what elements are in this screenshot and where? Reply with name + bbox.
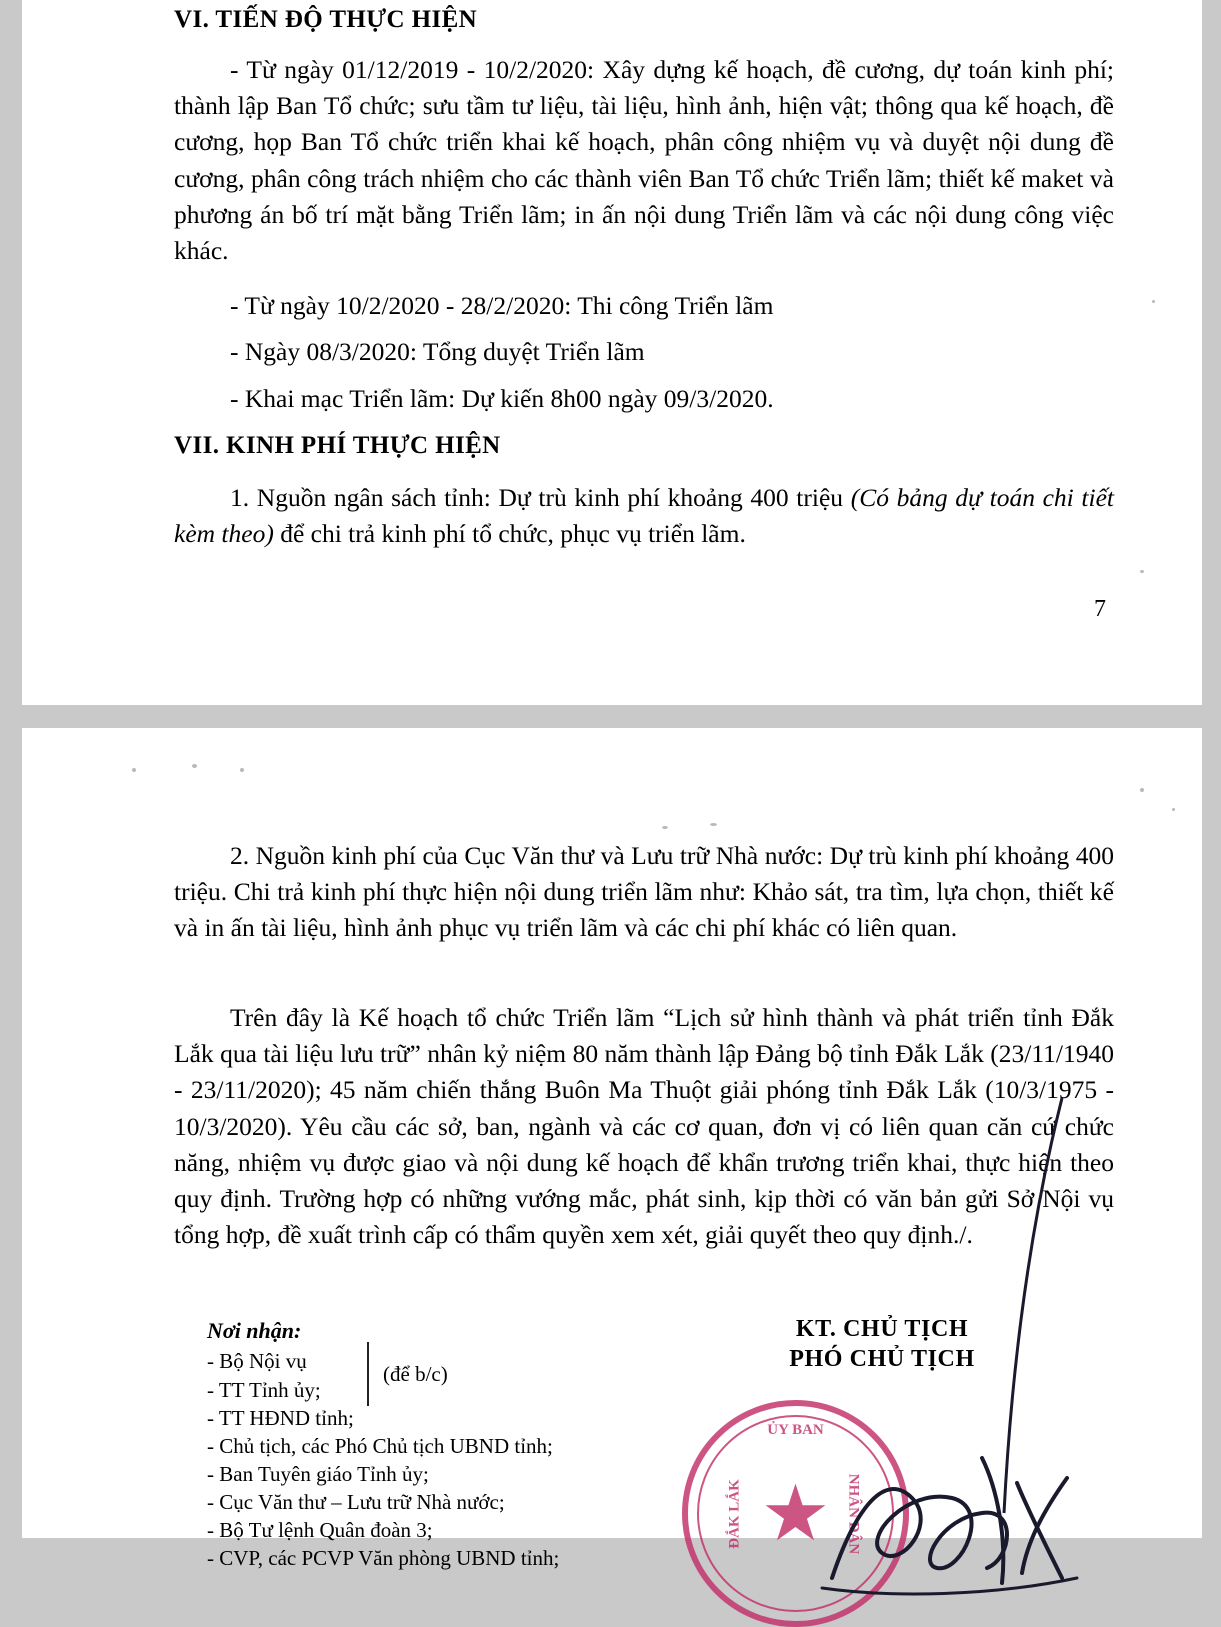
list-item: - Cục Văn thư – Lưu trữ Nhà nước; bbox=[207, 1490, 505, 1515]
paragraph-timeline-1: - Từ ngày 01/12/2019 - 10/2/2020: Xây dựng kế hoạch, đề cương, dự toán kinh phí; thành lập Ban Tổ chức; sưu tầm tư liệu, tài liệu, hình ảnh, hiện vật; thông qua kế hoạch, đề cương, họp Ban Tổ chức triển khai kế hoạch, phân công nhiệm vụ và duyệt nội dung đề cương, phân công trách nhiệm cho các thành viên Ban Tổ chức Triển lãm; thiết kế maket và phương án bố trí mặt bằng Triển lãm; in ấn nội dung Triển lãm và các nội dung công việc khác. bbox=[174, 55, 1114, 266]
recipients-title: Nơi nhận: bbox=[207, 1318, 302, 1343]
seal-text-left: ĐẮK LẮK bbox=[726, 1478, 743, 1549]
document-page-8 bbox=[22, 728, 1202, 1571]
scan-speck bbox=[1172, 808, 1175, 811]
scan-speck bbox=[1152, 300, 1155, 303]
section-heading-vi: VI. TIẾN ĐỘ THỰC HIỆN bbox=[174, 6, 478, 33]
signature-block bbox=[722, 1314, 1042, 1374]
signature-title-line-2: PHÓ CHỦ TỊCH bbox=[789, 1346, 975, 1372]
budget-text-part1: 1. Nguồn ngân sách tỉnh: Dự trù kinh phí khoảng 400 triệu bbox=[230, 483, 851, 512]
list-item: - Bộ Tư lệnh Quân đoàn 3; bbox=[207, 1518, 433, 1543]
paragraph-budget-2: 2. Nguồn kinh phí của Cục Văn thư và Lưu trữ Nhà nước: Dự trù kinh phí khoảng 400 triệu. Chi trả kinh phí thực hiện nội dung triển lãm như: Khảo sát, tra tìm, lựa chọn, thiết kế và in ấn tài liệu, hình ảnh phục vụ triển lãm và các chi phí khác có liên quan. bbox=[174, 841, 1114, 943]
budget-text-part2: để chi trả kinh phí tổ chức, phục vụ triển lãm. bbox=[273, 519, 746, 549]
seal-text-top: ỦY BAN bbox=[767, 1422, 824, 1438]
scan-speck bbox=[1140, 788, 1144, 792]
signature-title-line-1: KT. CHỦ TỊCH bbox=[795, 1316, 969, 1342]
star-emblem-icon: ★ bbox=[760, 1469, 831, 1557]
list-item: - Chủ tịch, các Phó Chủ tịch UBND tỉnh; bbox=[207, 1433, 553, 1458]
page-number: 7 bbox=[1094, 596, 1106, 622]
paragraph-timeline-3: - Ngày 08/3/2020: Tổng duyệt Triển lãm bbox=[230, 337, 645, 366]
scan-speck bbox=[132, 768, 136, 772]
paragraph-closing: Trên đây là Kế hoạch tổ chức Triển lãm “Lịch sử hình thành và phát triển tỉnh Đắk Lắk qua tài liệu lưu trữ” nhân kỷ niệm 80 năm thành lập Đảng bộ tỉnh Đắk Lắk (23/11/1940 - 23/11/2020); 45 năm chiến thắng Buôn Ma Thuột giải phóng tỉnh Đắk Lắk (10/3/1975 - 10/3/2020). Yêu cầu các sở, ban, ngành và các cơ quan, đơn vị có liên quan căn cứ chức năng, nhiệm vụ được giao và nội dung kế hoạch để khẩn trương triển khai, thực hiện theo quy định. Trường hợp có những vướng mắc, phát sinh, kịp thời có văn bản gửi Sở Nội vụ tổng hợp, đề xuất trình cấp có thẩm quyền xem xét, giải quyết theo quy định./. bbox=[174, 1003, 1114, 1250]
seal-text-right: NHÂN DÂN bbox=[845, 1473, 862, 1554]
recipients-block bbox=[207, 1316, 559, 1572]
paragraph-budget-1 bbox=[174, 480, 1114, 552]
scan-speck bbox=[662, 826, 668, 829]
list-item: - TT HĐND tỉnh; bbox=[207, 1405, 354, 1430]
list-item: - Bộ Nội vụ bbox=[207, 1349, 307, 1374]
seal-text bbox=[688, 1406, 903, 1621]
budget-text-italic: (Có bảng dự toán chi tiết kèm theo) bbox=[174, 483, 1115, 549]
page-7-content bbox=[22, 0, 1202, 705]
list-item: - CVP, các PCVP Văn phòng UBND tỉnh; bbox=[207, 1546, 560, 1571]
list-item: - TT Tỉnh ủy; bbox=[207, 1377, 321, 1402]
scan-speck bbox=[192, 764, 197, 768]
paragraph-timeline-4: - Khai mạc Triển lãm: Dự kiến 8h00 ngày 09/3/2020. bbox=[230, 384, 774, 413]
scan-speck bbox=[1140, 570, 1144, 573]
scan-speck bbox=[710, 823, 717, 826]
document-page-7 bbox=[22, 0, 1202, 705]
paragraph-timeline-2: - Từ ngày 10/2/2020 - 28/2/2020: Thi công Triển lãm bbox=[230, 291, 774, 320]
scan-speck bbox=[240, 768, 244, 772]
recipients-bc-note: (để b/c) bbox=[367, 1342, 448, 1406]
section-heading-vii: VII. KINH PHÍ THỰC HIỆN bbox=[174, 432, 501, 459]
list-item: - Ban Tuyên giáo Tỉnh ủy; bbox=[207, 1461, 429, 1486]
page-8-content bbox=[22, 728, 1202, 1571]
official-seal-stamp bbox=[682, 1400, 909, 1627]
